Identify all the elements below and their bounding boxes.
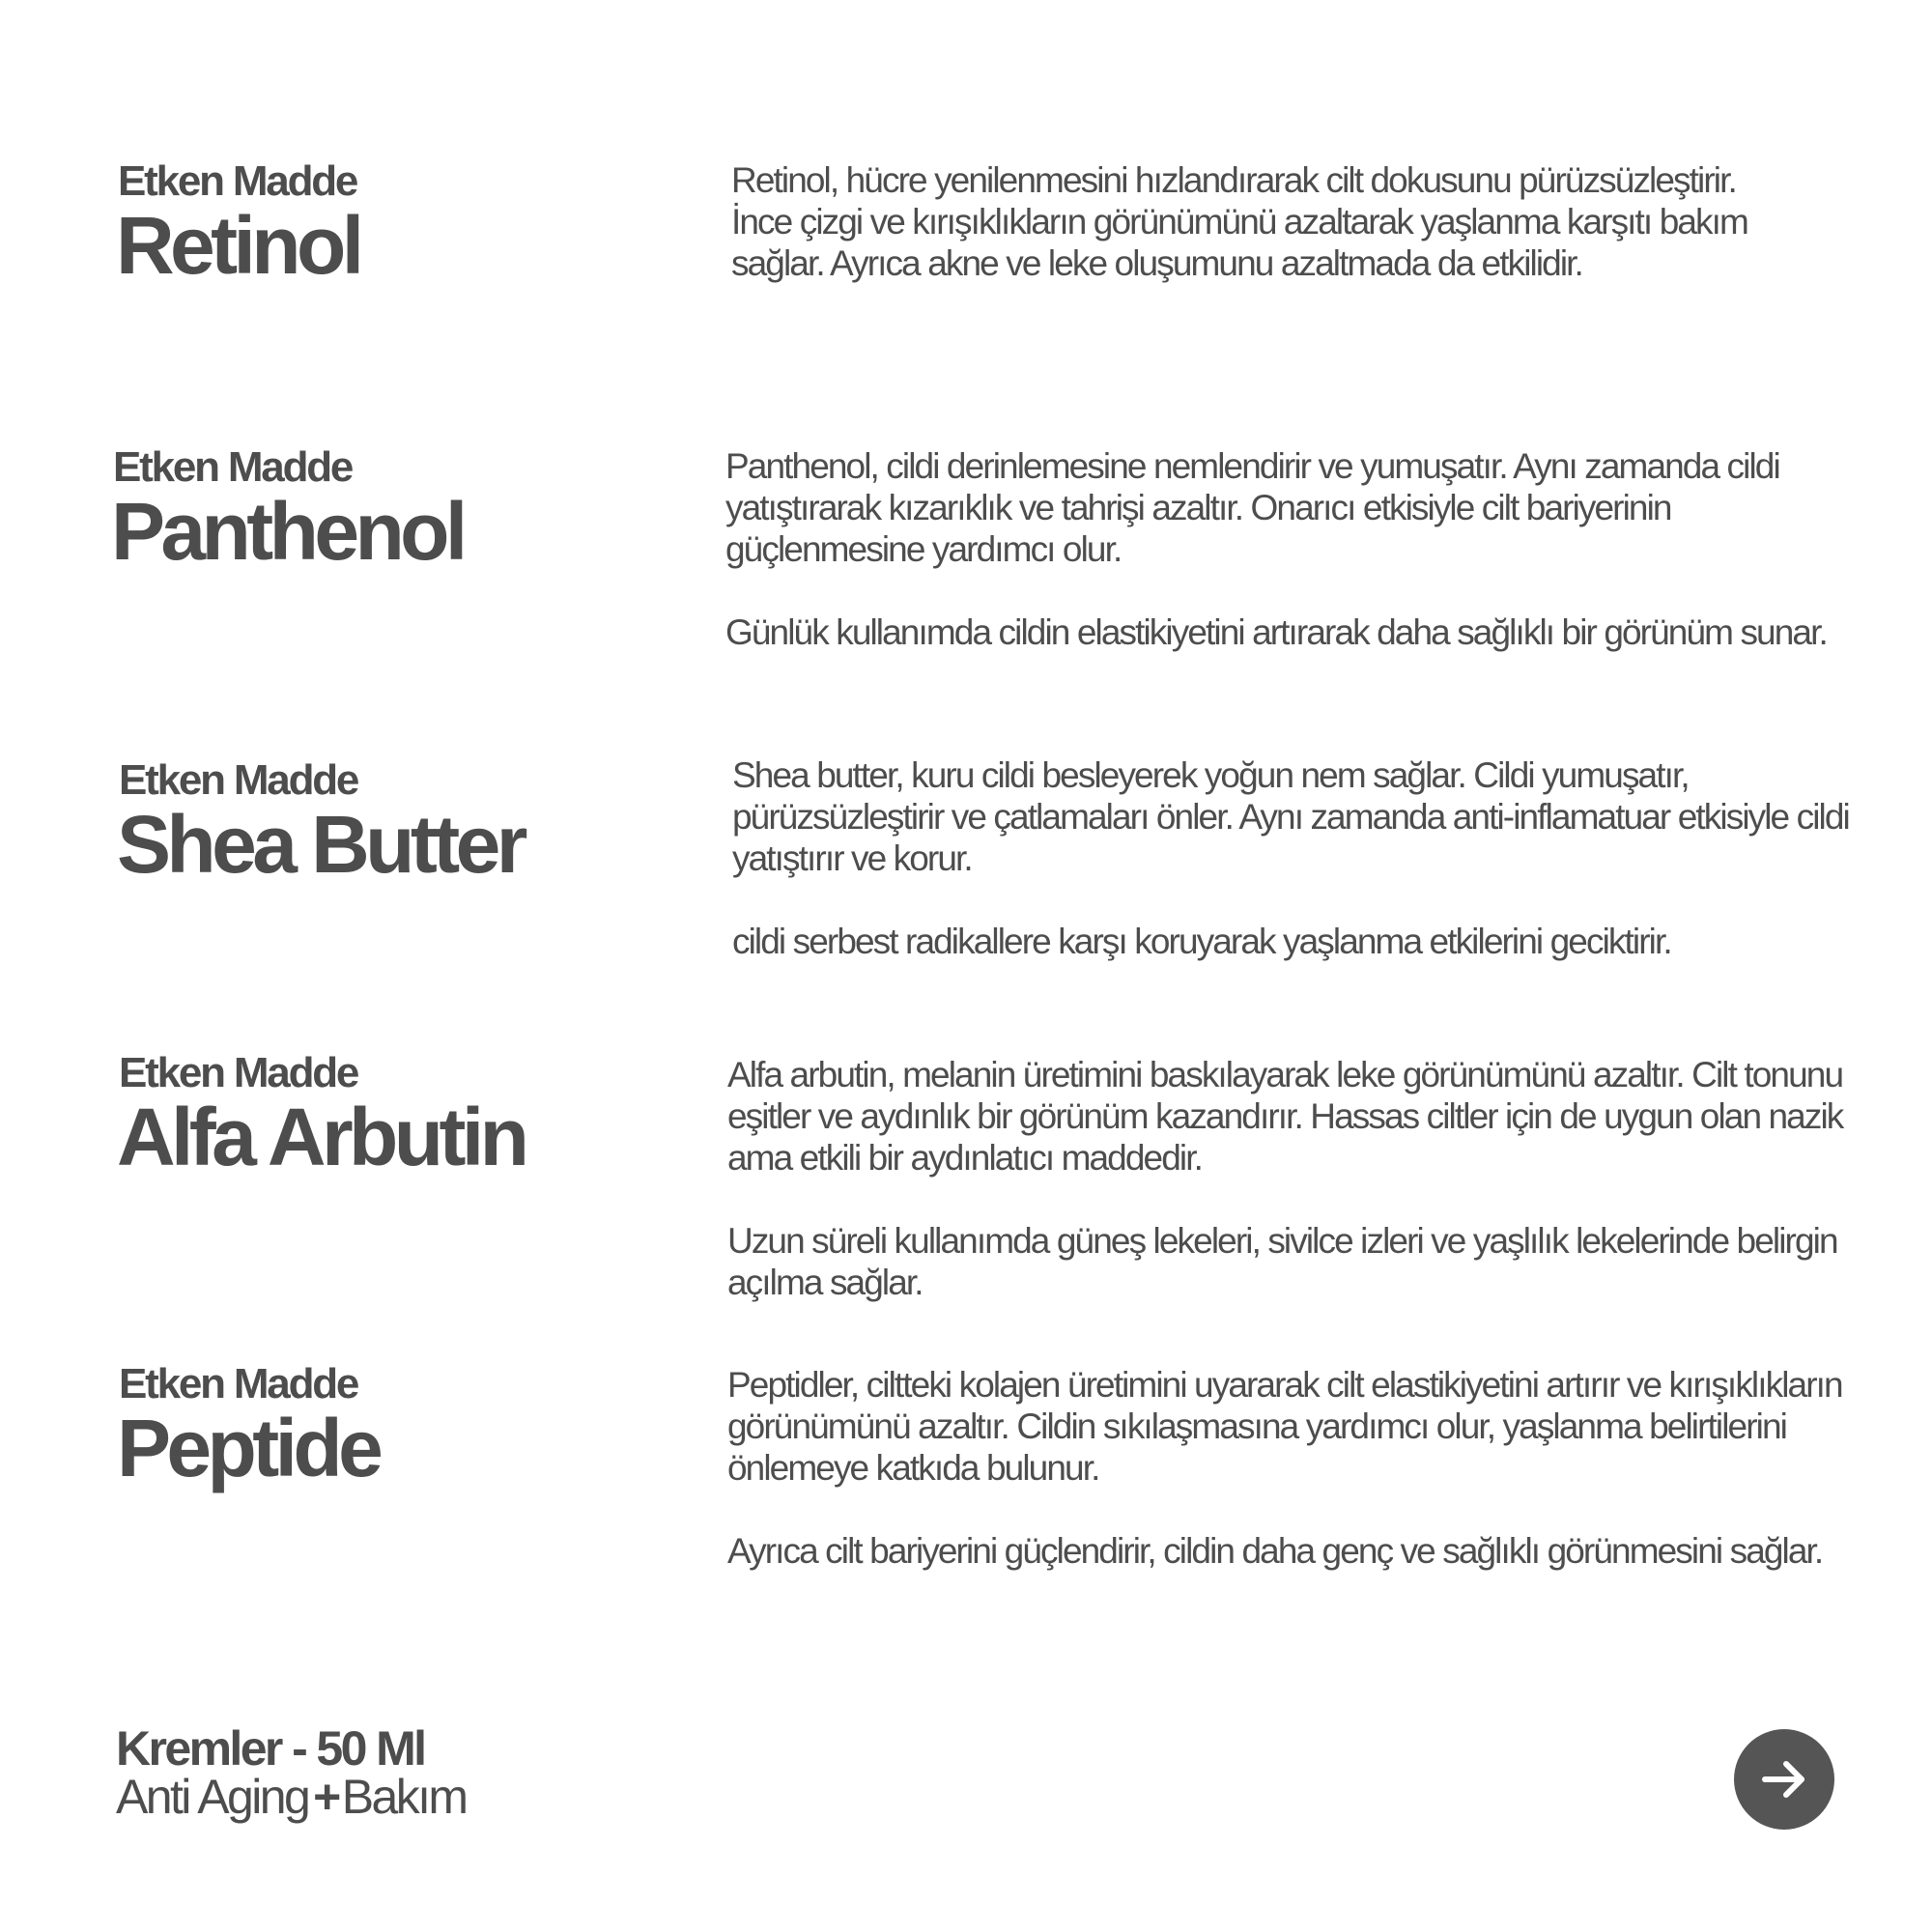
description-paragraph: cildi serbest radikallere karşı koruyarak yaşlanma etkilerini geciktirir. [732,922,1671,961]
product-subtitle [116,1770,466,1824]
ingredient-name: Retinol [116,200,360,291]
ingredient-label: Etken Madde [119,1360,358,1407]
ingredient-label: Etken Madde [119,756,358,804]
description-paragraph: Panthenol, cildi derinlemesine nemlendirir ve yumuşatır. Aynı zamanda cildi yatıştırarak kızarıklık ve tahrişi azaltır. Onarıcı etkisiyle cilt bariyerinin güçlenmesine yardımcı olur. [725,446,1779,569]
description-paragraph: Uzun süreli kullanımda güneş lekeleri, sivilce izleri ve yaşlılık lekelerinde belirgin açılma sağlar. [727,1221,1837,1302]
ingredient-name: Peptide [117,1403,380,1493]
ingredient-label: Etken Madde [118,157,357,205]
plus-icon: + [312,1770,338,1824]
description-paragraph: Retinol, hücre yenilenmesini hızlandırarak cilt dokusunu pürüzsüzleştirir. İnce çizgi ve kırışıklıkların görünümünü azaltarak yaşlanma karşıtı bakım sağlar. Ayrıca akne ve leke oluşumunu azaltmada da etkilidir. [731,160,1747,283]
product-category-title: Kremler - 50 Ml [116,1721,425,1776]
arrow-right-icon [1759,1754,1809,1804]
ingredient-name: Shea Butter [117,799,524,890]
description-paragraph: Günlük kullanımda cildin elastikiyetini artırarak daha sağlıklı bir görünüm sunar. [725,612,1827,652]
ingredient-description [725,445,1865,653]
ingredient-label: Etken Madde [119,1049,358,1096]
ingredient-name: Alfa Arbutin [117,1092,526,1182]
ingredient-label: Etken Madde [113,443,353,491]
description-paragraph: Shea butter, kuru cildi besleyerek yoğun nem sağlar. Cildi yumuşatır, pürüzsüzleştirir ve çatlamaları önler. Aynı zamanda anti-inflamatuar etkisiyle cildi yatıştırır ve korur. [732,755,1849,878]
ingredient-description [731,159,1794,284]
next-button[interactable] [1734,1729,1834,1830]
ingredient-name: Panthenol [111,486,464,577]
ingredient-description [727,1054,1848,1303]
description-paragraph: Peptidler, ciltteki kolajen üretimini uyararak cilt elastikiyetini artırır ve kırışıklıkların görünümünü azaltır. Cildin sıkılaşmasına yardımcı olur, yaşlanma belirtilerini önlemeye katkıda bulunur. [727,1365,1842,1488]
description-paragraph: Alfa arbutin, melanin üretimini baskılayarak leke görünümünü azaltır. Cilt tonunu eşitler ve aydınlık bir görünüm kazandırır. Hassas ciltler için de uygun olan nazik ama etkili bir aydınlatıcı maddedir. [727,1055,1843,1178]
ingredient-description [727,1364,1848,1572]
ingredient-description [732,754,1853,962]
description-paragraph: Ayrıca cilt bariyerini güçlendirir, cildin daha genç ve sağlıklı görünmesini sağlar. [727,1531,1823,1571]
subtitle-bakim: Bakım [341,1770,467,1824]
subtitle-anti-aging: Anti Aging [116,1770,309,1824]
